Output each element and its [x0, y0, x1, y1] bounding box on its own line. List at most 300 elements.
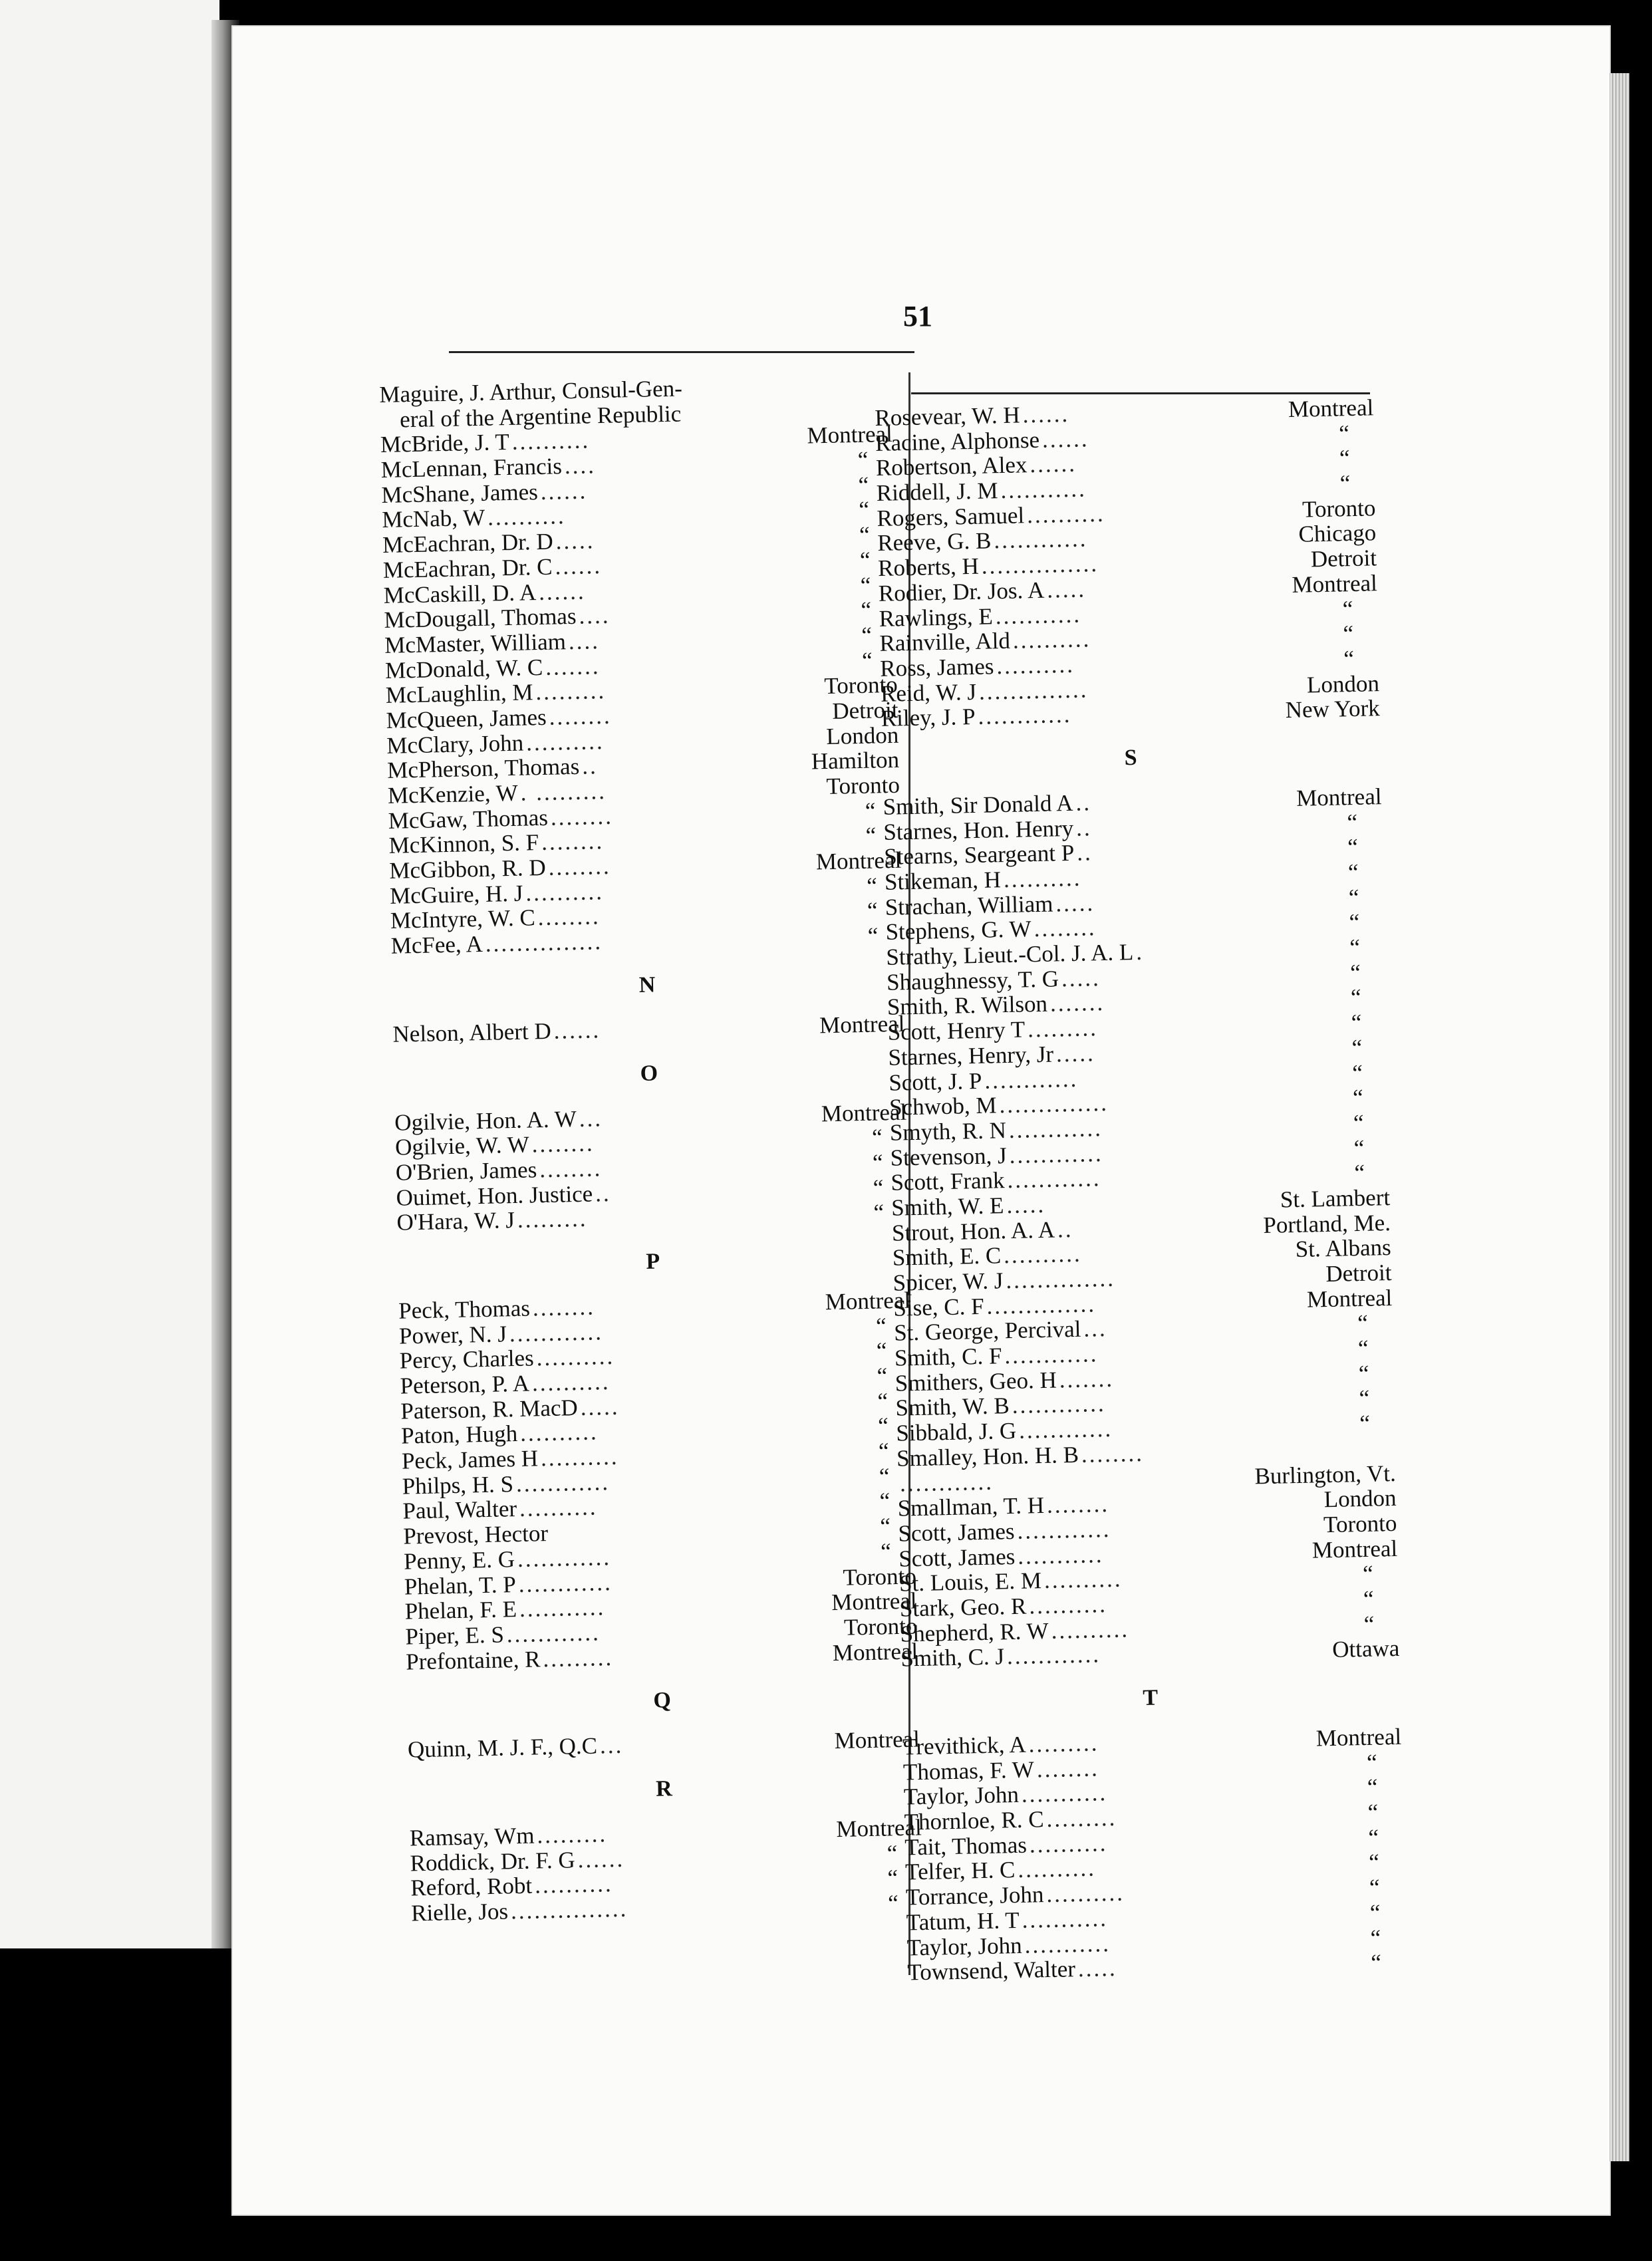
- leader-dots: ......: [540, 477, 588, 505]
- ditto-mark: “: [880, 1513, 891, 1539]
- ditto-mark: “: [877, 1363, 888, 1389]
- leader-dots: ........: [1046, 1491, 1110, 1518]
- header-rule-right: [911, 392, 1370, 394]
- leader-dots: ...............: [510, 1895, 628, 1925]
- leader-dots: ..........: [540, 1443, 619, 1472]
- ditto-mark: “: [861, 647, 873, 674]
- ditto-mark: “: [1357, 1335, 1369, 1362]
- ditto-mark: “: [873, 1174, 884, 1201]
- entry-city: Montreal: [1292, 570, 1378, 598]
- leader-dots: ...........: [995, 601, 1082, 629]
- entry-city: Detroit: [831, 696, 898, 724]
- entry-city: Montreal: [815, 847, 902, 875]
- ditto-mark: “: [1367, 1799, 1379, 1825]
- page-edges: [1609, 73, 1629, 2161]
- entry-city: Montreal: [825, 1287, 911, 1315]
- leader-dots: ...: [579, 1105, 603, 1132]
- entry-name: Strathy, Lieut.-Col. J. A. L: [885, 939, 1134, 970]
- leader-dots: ......: [1022, 400, 1070, 428]
- leader-dots: ..........: [1046, 1879, 1125, 1907]
- leader-dots: ..........: [531, 1369, 611, 1396]
- entry-city: Montreal: [819, 1010, 905, 1039]
- entry-name: Trevithick, A: [902, 1731, 1027, 1760]
- entry-name: Scott, Frank: [891, 1167, 1005, 1196]
- leader-dots: ............: [1012, 1391, 1107, 1419]
- entry-name: Sibbald, J. G: [895, 1418, 1017, 1446]
- leader-dots: ...............: [981, 551, 1099, 579]
- entry-name: Smallman, T. H: [897, 1492, 1045, 1522]
- leader-dots: ............: [1008, 1115, 1103, 1143]
- entry-name: Stark, Geo. R: [899, 1593, 1027, 1622]
- ditto-mark: “: [1338, 420, 1350, 447]
- leader-dots: ..: [1075, 789, 1092, 816]
- entry-name: Penny, E. G: [403, 1545, 515, 1575]
- entry-name: Piper, E. S: [405, 1621, 505, 1650]
- entry-name: Shepherd, R. W: [900, 1617, 1049, 1647]
- ditto-mark: “: [1368, 1824, 1379, 1851]
- page-number: 51: [903, 300, 932, 332]
- ditto-mark: “: [1349, 934, 1361, 961]
- entry-city: Montreal: [836, 1814, 922, 1843]
- entry-name: Paterson, R. MacD: [400, 1394, 579, 1424]
- entry-name: Smyth, R. N: [889, 1117, 1007, 1146]
- ditto-mark: “: [867, 922, 879, 949]
- leader-dots: ..: [1076, 839, 1093, 866]
- right-column: [875, 395, 1407, 1985]
- leader-dots: ........: [548, 853, 612, 880]
- left-page: [0, 0, 219, 1948]
- leader-dots: ........: [541, 828, 605, 856]
- leader-dots: ..............: [978, 676, 1089, 705]
- entry-name: O'Brien, James: [395, 1156, 537, 1186]
- entry-name: McGuire, H. J: [389, 880, 523, 909]
- leader-dots: ...........: [1024, 1930, 1111, 1958]
- entry-name: Reford, Robt: [410, 1872, 533, 1901]
- entry-name: Peterson, P. A: [400, 1370, 530, 1399]
- entry-name: Starnes, Hon. Henry: [883, 815, 1074, 845]
- entry-name: Ross, James: [879, 653, 994, 682]
- ditto-mark: “: [860, 572, 871, 598]
- entry-city: Montreal: [834, 1726, 920, 1754]
- ditto-mark: “: [877, 1412, 889, 1440]
- entry-city: Toronto: [1302, 495, 1376, 523]
- leader-dots: .....: [1006, 1191, 1046, 1218]
- leader-dots: ......: [1029, 451, 1077, 478]
- section-letter: Q: [652, 1688, 673, 1714]
- entry-name: Schwob, M: [889, 1092, 997, 1121]
- leader-dots: .......: [1049, 990, 1105, 1017]
- ditto-mark: “: [1349, 959, 1361, 986]
- leader-dots: .....: [1077, 1955, 1118, 1982]
- leader-dots: .....: [1055, 889, 1095, 916]
- ditto-mark: “: [1358, 1360, 1369, 1387]
- leader-dots: ......: [555, 552, 603, 580]
- entry-name: Quinn, M. J. F., Q.C: [407, 1732, 598, 1763]
- leader-dots: ..........: [1026, 500, 1106, 528]
- leader-dots: ............: [506, 1619, 601, 1648]
- section-letter: O: [640, 1060, 660, 1086]
- entry-name: McCaskill, D. A: [383, 579, 537, 608]
- entry-name: Paton, Hugh: [400, 1420, 518, 1450]
- ditto-mark: “: [1347, 834, 1359, 861]
- leader-dots: .....: [580, 1393, 620, 1420]
- ditto-mark: “: [858, 497, 870, 523]
- section-letter: S: [1124, 745, 1139, 771]
- leader-dots: ...........: [1022, 1905, 1109, 1933]
- section-letter: P: [646, 1249, 662, 1274]
- ditto-mark: “: [871, 1124, 883, 1150]
- leader-dots: ....: [579, 602, 611, 629]
- section-letter: T: [1143, 1685, 1160, 1710]
- entry-name: Scott, James: [898, 1518, 1015, 1547]
- ditto-mark: “: [1353, 1109, 1364, 1136]
- leader-dots: ..: [1075, 814, 1093, 841]
- leader-dots: ..............: [1006, 1265, 1116, 1293]
- leader-dots: .....: [555, 527, 595, 555]
- ditto-mark: “: [1368, 1849, 1380, 1876]
- ditto-mark: “: [857, 446, 869, 473]
- leader-dots: .........: [543, 1644, 614, 1672]
- entry-city: St. Albans: [1295, 1234, 1392, 1263]
- leader-dots: ..........: [536, 1343, 615, 1371]
- entry-name: McShane, James: [381, 478, 539, 508]
- entry-name: Stikeman, H: [884, 866, 1002, 895]
- entry-city: Montreal: [821, 1099, 907, 1127]
- leader-dots: ............: [1006, 1641, 1101, 1670]
- ditto-mark: “: [879, 1488, 891, 1515]
- entry-name: Rawlings, E: [879, 602, 994, 632]
- entry-name: McEachran, Dr. D: [382, 528, 554, 559]
- entry-name: McKenzie, W: [387, 779, 519, 809]
- ditto-mark: “: [861, 622, 873, 648]
- entry-name: Percy, Charles: [399, 1345, 535, 1374]
- entry-name: Smith, C. J: [900, 1643, 1005, 1672]
- left-column: [379, 372, 923, 1926]
- entry-name: McPherson, Thomas: [386, 753, 580, 784]
- leader-dots: ...: [1083, 1315, 1108, 1342]
- entry-city: Chicago: [1298, 519, 1377, 548]
- ditto-mark: “: [1354, 1160, 1365, 1186]
- entry-city: Montreal: [1296, 783, 1382, 811]
- entry-city: Detroit: [1310, 545, 1377, 573]
- leader-dots: ...........: [1021, 1780, 1108, 1807]
- leader-dots: ....: [568, 628, 601, 654]
- leader-dots: ...........: [519, 1594, 606, 1622]
- entry-name: Ouimet, Hon. Justice: [396, 1180, 593, 1211]
- ditto-mark: “: [878, 1438, 889, 1464]
- leader-dots: ..........: [1051, 1616, 1130, 1644]
- leader-dots: ......: [553, 1017, 601, 1044]
- entry-name: McBride, J. T: [380, 429, 510, 458]
- leader-dots: ......: [1041, 425, 1089, 453]
- entry-name: St. George, Percival: [893, 1316, 1081, 1347]
- ditto-mark: “: [1363, 1611, 1375, 1637]
- leader-dots: ..........: [1018, 1855, 1097, 1883]
- ditto-mark: “: [872, 1149, 883, 1176]
- ditto-mark: “: [1359, 1410, 1371, 1437]
- entry-name: Roberts, H: [877, 553, 980, 582]
- leader-dots: ............: [515, 1468, 611, 1497]
- entry-name: Strachan, William: [885, 890, 1053, 920]
- entry-city: Toronto: [843, 1562, 917, 1591]
- entry-city: Toronto: [826, 771, 900, 800]
- ditto-mark: “: [1363, 1585, 1374, 1612]
- leader-dots: .........: [535, 678, 607, 706]
- entry-name: McQueen, James: [386, 704, 547, 733]
- ditto-mark: “: [876, 1337, 887, 1364]
- entry-name: Ogilvie, W. W: [394, 1131, 530, 1160]
- ditto-mark: “: [1369, 1899, 1381, 1926]
- leader-dots: ..: [1057, 1216, 1073, 1242]
- entry-city: Hamilton: [811, 747, 900, 775]
- leader-dots: ........: [1033, 914, 1097, 942]
- leader-dots: ............: [1004, 1341, 1099, 1369]
- entry-name: Prefontaine, R: [405, 1645, 541, 1675]
- entry-name: McEachran, Dr. C: [382, 553, 553, 583]
- ditto-mark: “: [1370, 1925, 1381, 1951]
- entry-city: Toronto: [1323, 1510, 1397, 1538]
- ditto-mark: “: [887, 1890, 899, 1917]
- ditto-mark: “: [859, 521, 871, 549]
- entry-name: Riddell, J. M: [876, 477, 998, 507]
- entry-name: McKinnon, S. F: [388, 829, 539, 859]
- entry-name: Paul, Walter: [402, 1496, 517, 1525]
- leader-dots: ..: [595, 1180, 612, 1206]
- entry-city: Montreal: [1315, 1723, 1402, 1752]
- leader-dots: ..........: [511, 427, 591, 455]
- entry-name: Smith, R. Wilson: [887, 991, 1048, 1021]
- entry-name: Torrance, John: [905, 1881, 1044, 1911]
- entry-name: Strout, Hon. A. A: [891, 1216, 1055, 1246]
- entry-name: Townsend, Walter: [906, 1956, 1076, 1986]
- entry-name: Stevenson, J: [890, 1142, 1008, 1171]
- leader-dots: .........: [1027, 1015, 1099, 1043]
- ditto-mark: “: [1351, 1059, 1363, 1086]
- leader-dots: ..........: [519, 1418, 599, 1447]
- leader-dots: ..........: [487, 503, 567, 531]
- entry-name: McClary, John: [386, 730, 524, 759]
- entry-name: Scott, J. P: [888, 1067, 982, 1096]
- leader-dots: ...............: [485, 928, 603, 957]
- entry-name: Taylor, John: [906, 1932, 1023, 1960]
- leader-dots: ............: [984, 1065, 1079, 1094]
- entry-city: Detroit: [1325, 1260, 1392, 1287]
- ditto-mark: “: [1343, 620, 1354, 647]
- entry-name: Reeve, G. B: [877, 527, 992, 557]
- ditto-mark: “: [1349, 909, 1360, 936]
- leader-dots: ........: [550, 803, 614, 831]
- ditto-mark: “: [1351, 1009, 1362, 1036]
- entry-name: Prevost, Hector: [402, 1520, 549, 1549]
- entry-name: Rainville, Ald: [879, 628, 1011, 657]
- entry-city: Montreal: [1306, 1284, 1393, 1313]
- entry-city: Montreal: [1311, 1535, 1398, 1563]
- entry-name: McGibbon, R. D: [388, 854, 547, 884]
- entry-name: McDougall, Thomas: [384, 603, 577, 634]
- entry-city: Toronto: [843, 1613, 918, 1641]
- entry-city: Montreal: [831, 1587, 917, 1616]
- entry-name: Stearns, Seargeant P: [883, 840, 1075, 870]
- entry-name: Ramsay, Wm: [409, 1822, 535, 1851]
- entry-city: Ottawa: [1331, 1635, 1400, 1663]
- entry-name: Ogilvie, Hon. A. W: [394, 1105, 577, 1136]
- ditto-mark: “: [1369, 1874, 1381, 1901]
- entry-name: O'Hara, W. J: [396, 1207, 515, 1236]
- leader-dots: ..............: [999, 1090, 1109, 1119]
- entry-name: McLaughlin, M: [385, 679, 533, 709]
- leader-dots: ..........: [534, 1871, 614, 1899]
- leader-dots: ............: [1009, 1140, 1104, 1168]
- entry-name: Scott, James: [898, 1543, 1016, 1572]
- entry-name: Smalley, Hon. H. B: [896, 1441, 1079, 1472]
- ditto-mark: “: [1353, 1134, 1365, 1161]
- leader-dots: .....: [1046, 576, 1087, 603]
- entry-name: Robertson, Alex: [875, 452, 1028, 481]
- ditto-mark: “: [887, 1839, 898, 1867]
- entry-name: Philps, H. S: [402, 1470, 514, 1500]
- section-letter: R: [655, 1776, 674, 1801]
- leader-dots: ..........: [1043, 1565, 1123, 1594]
- leader-dots: .........: [537, 1821, 608, 1849]
- ditto-mark: “: [1350, 984, 1361, 1011]
- entry-name: Riley, J. P: [881, 704, 976, 732]
- ditto-mark: “: [1366, 1749, 1378, 1776]
- leader-dots: .....: [1055, 1040, 1096, 1067]
- leader-dots: ............: [518, 1569, 613, 1597]
- leader-dots: .....: [1061, 964, 1101, 992]
- ditto-mark: “: [1352, 1085, 1364, 1111]
- ditto-mark: “: [1348, 884, 1359, 910]
- ditto-mark: “: [1339, 445, 1350, 471]
- entry-city: London: [1323, 1485, 1397, 1513]
- entry-name: Roddick, Dr. F. G: [410, 1846, 576, 1877]
- ditto-mark: “: [867, 897, 878, 924]
- entry-name: St. Louis, E. M: [898, 1567, 1042, 1597]
- leader-dots: ..........: [1012, 626, 1091, 654]
- ditto-mark: “: [1362, 1560, 1374, 1587]
- entry-city: London: [825, 722, 899, 749]
- entry-name: Phelan, T. P: [404, 1571, 517, 1600]
- leader-dots: ............: [978, 702, 1072, 730]
- entry-name: Smithers, Geo. H: [895, 1367, 1057, 1396]
- entry-name: Telfer, H. C: [904, 1857, 1016, 1885]
- entry-name: Peck, James H: [401, 1445, 539, 1474]
- leader-dots: ..........: [525, 728, 605, 755]
- entry-name: Tatum, H. T: [906, 1907, 1020, 1936]
- entry-name: Thomas, F. W: [902, 1756, 1035, 1786]
- leader-dots: ..: [581, 753, 599, 779]
- ditto-mark: “: [1359, 1385, 1370, 1412]
- entry-name: Starnes, Henry, Jr: [888, 1041, 1054, 1071]
- leader-dots: .......: [545, 652, 601, 680]
- leader-dots: ..........: [1003, 864, 1082, 892]
- entry-name: Peck, Thomas: [398, 1295, 531, 1324]
- entry-name: Reid, W. J: [880, 678, 977, 707]
- entry-name: Nelson, Albert D: [392, 1017, 552, 1047]
- leader-dots: .........: [1046, 1804, 1117, 1832]
- entry-city: Montreal: [1288, 394, 1374, 422]
- entry-name: Rosevear, W. H: [874, 402, 1021, 431]
- entry-name: Spicer, W. J: [893, 1267, 1004, 1296]
- entry-city: Montreal: [832, 1638, 918, 1666]
- entry-name: Smith, E. C: [892, 1242, 1002, 1271]
- ditto-mark: “: [861, 597, 872, 624]
- ditto-mark: “: [1347, 859, 1359, 886]
- leader-dots: ...........: [1000, 475, 1087, 503]
- ditto-mark: “: [865, 797, 876, 824]
- entry-name: Thornloe, R. C: [904, 1806, 1044, 1835]
- leader-dots: ..........: [1028, 1591, 1108, 1619]
- leader-dots: ............: [1017, 1516, 1111, 1544]
- ditto-mark: “: [1343, 645, 1355, 672]
- entry-city: New York: [1285, 695, 1381, 724]
- entry-name: McDonald, W. C: [384, 654, 543, 684]
- leader-dots: .: [1135, 938, 1145, 965]
- leader-dots: .........: [1028, 1730, 1099, 1758]
- ditto-mark: “: [1351, 1034, 1363, 1061]
- ditto-mark: “: [1371, 1949, 1382, 1976]
- leader-dots: ..............: [986, 1291, 1097, 1319]
- leader-dots: [681, 417, 892, 422]
- entry-city: Portland, Me.: [1263, 1209, 1391, 1238]
- leader-dots: ............: [1018, 1415, 1113, 1444]
- entry-name: Rogers, Samuel: [877, 502, 1025, 531]
- leader-dots: ....: [564, 452, 597, 479]
- leader-dots: . .........: [520, 777, 607, 806]
- ditto-mark: “: [875, 1312, 887, 1339]
- leader-dots: ......: [538, 578, 586, 605]
- entry-name: Rodier, Dr. Jos. A: [878, 577, 1045, 606]
- entry-name: Scott, Henry T: [887, 1016, 1026, 1045]
- ditto-mark: “: [1357, 1310, 1369, 1337]
- entry-name: Smith, W. E: [891, 1192, 1004, 1221]
- ditto-mark: “: [866, 872, 878, 899]
- entry-name: Phelan, F. E: [404, 1596, 517, 1625]
- ditto-mark: “: [859, 547, 871, 573]
- entry-name: Rielle, Jos: [410, 1898, 509, 1927]
- entry-name: McNab, W: [381, 505, 485, 533]
- entry-city: London: [1306, 670, 1380, 698]
- leader-dots: .......: [1059, 1365, 1115, 1393]
- leader-dots: ........: [537, 903, 601, 931]
- leader-dots: ............: [517, 1543, 612, 1572]
- leader-dots: ............: [993, 525, 1088, 554]
- leader-dots: ..........: [525, 878, 605, 906]
- entry-name: McGaw, Thomas: [388, 804, 549, 834]
- ditto-mark: “: [865, 822, 877, 849]
- ditto-mark: “: [1339, 470, 1351, 497]
- leader-dots: ......: [577, 1845, 625, 1873]
- ditto-mark: “: [873, 1199, 885, 1226]
- leader-dots: ........: [1036, 1755, 1100, 1782]
- entry-name: Taylor, John: [903, 1782, 1020, 1810]
- entry-name: Power, N. J: [398, 1320, 507, 1349]
- leader-dots: ..........: [996, 651, 1075, 679]
- leader-dots: ...: [599, 1732, 624, 1759]
- leader-dots: .........: [517, 1205, 588, 1233]
- entry-name: McIntyre, W. C: [390, 904, 536, 934]
- entry-city: Burlington, Vt.: [1254, 1460, 1397, 1489]
- entry-name: Sise, C. F: [893, 1293, 984, 1321]
- entry-name: McMaster, William: [384, 628, 567, 658]
- leader-dots: ........: [531, 1130, 595, 1158]
- leader-dots: ............: [899, 1468, 994, 1496]
- entry-city: Toronto: [823, 672, 898, 700]
- entry-name: Shaughnessy, T. G: [886, 966, 1059, 996]
- leader-dots: ..........: [1003, 1241, 1083, 1269]
- entry-name: McLennan, Francis: [380, 453, 563, 483]
- leader-dots: [682, 392, 891, 396]
